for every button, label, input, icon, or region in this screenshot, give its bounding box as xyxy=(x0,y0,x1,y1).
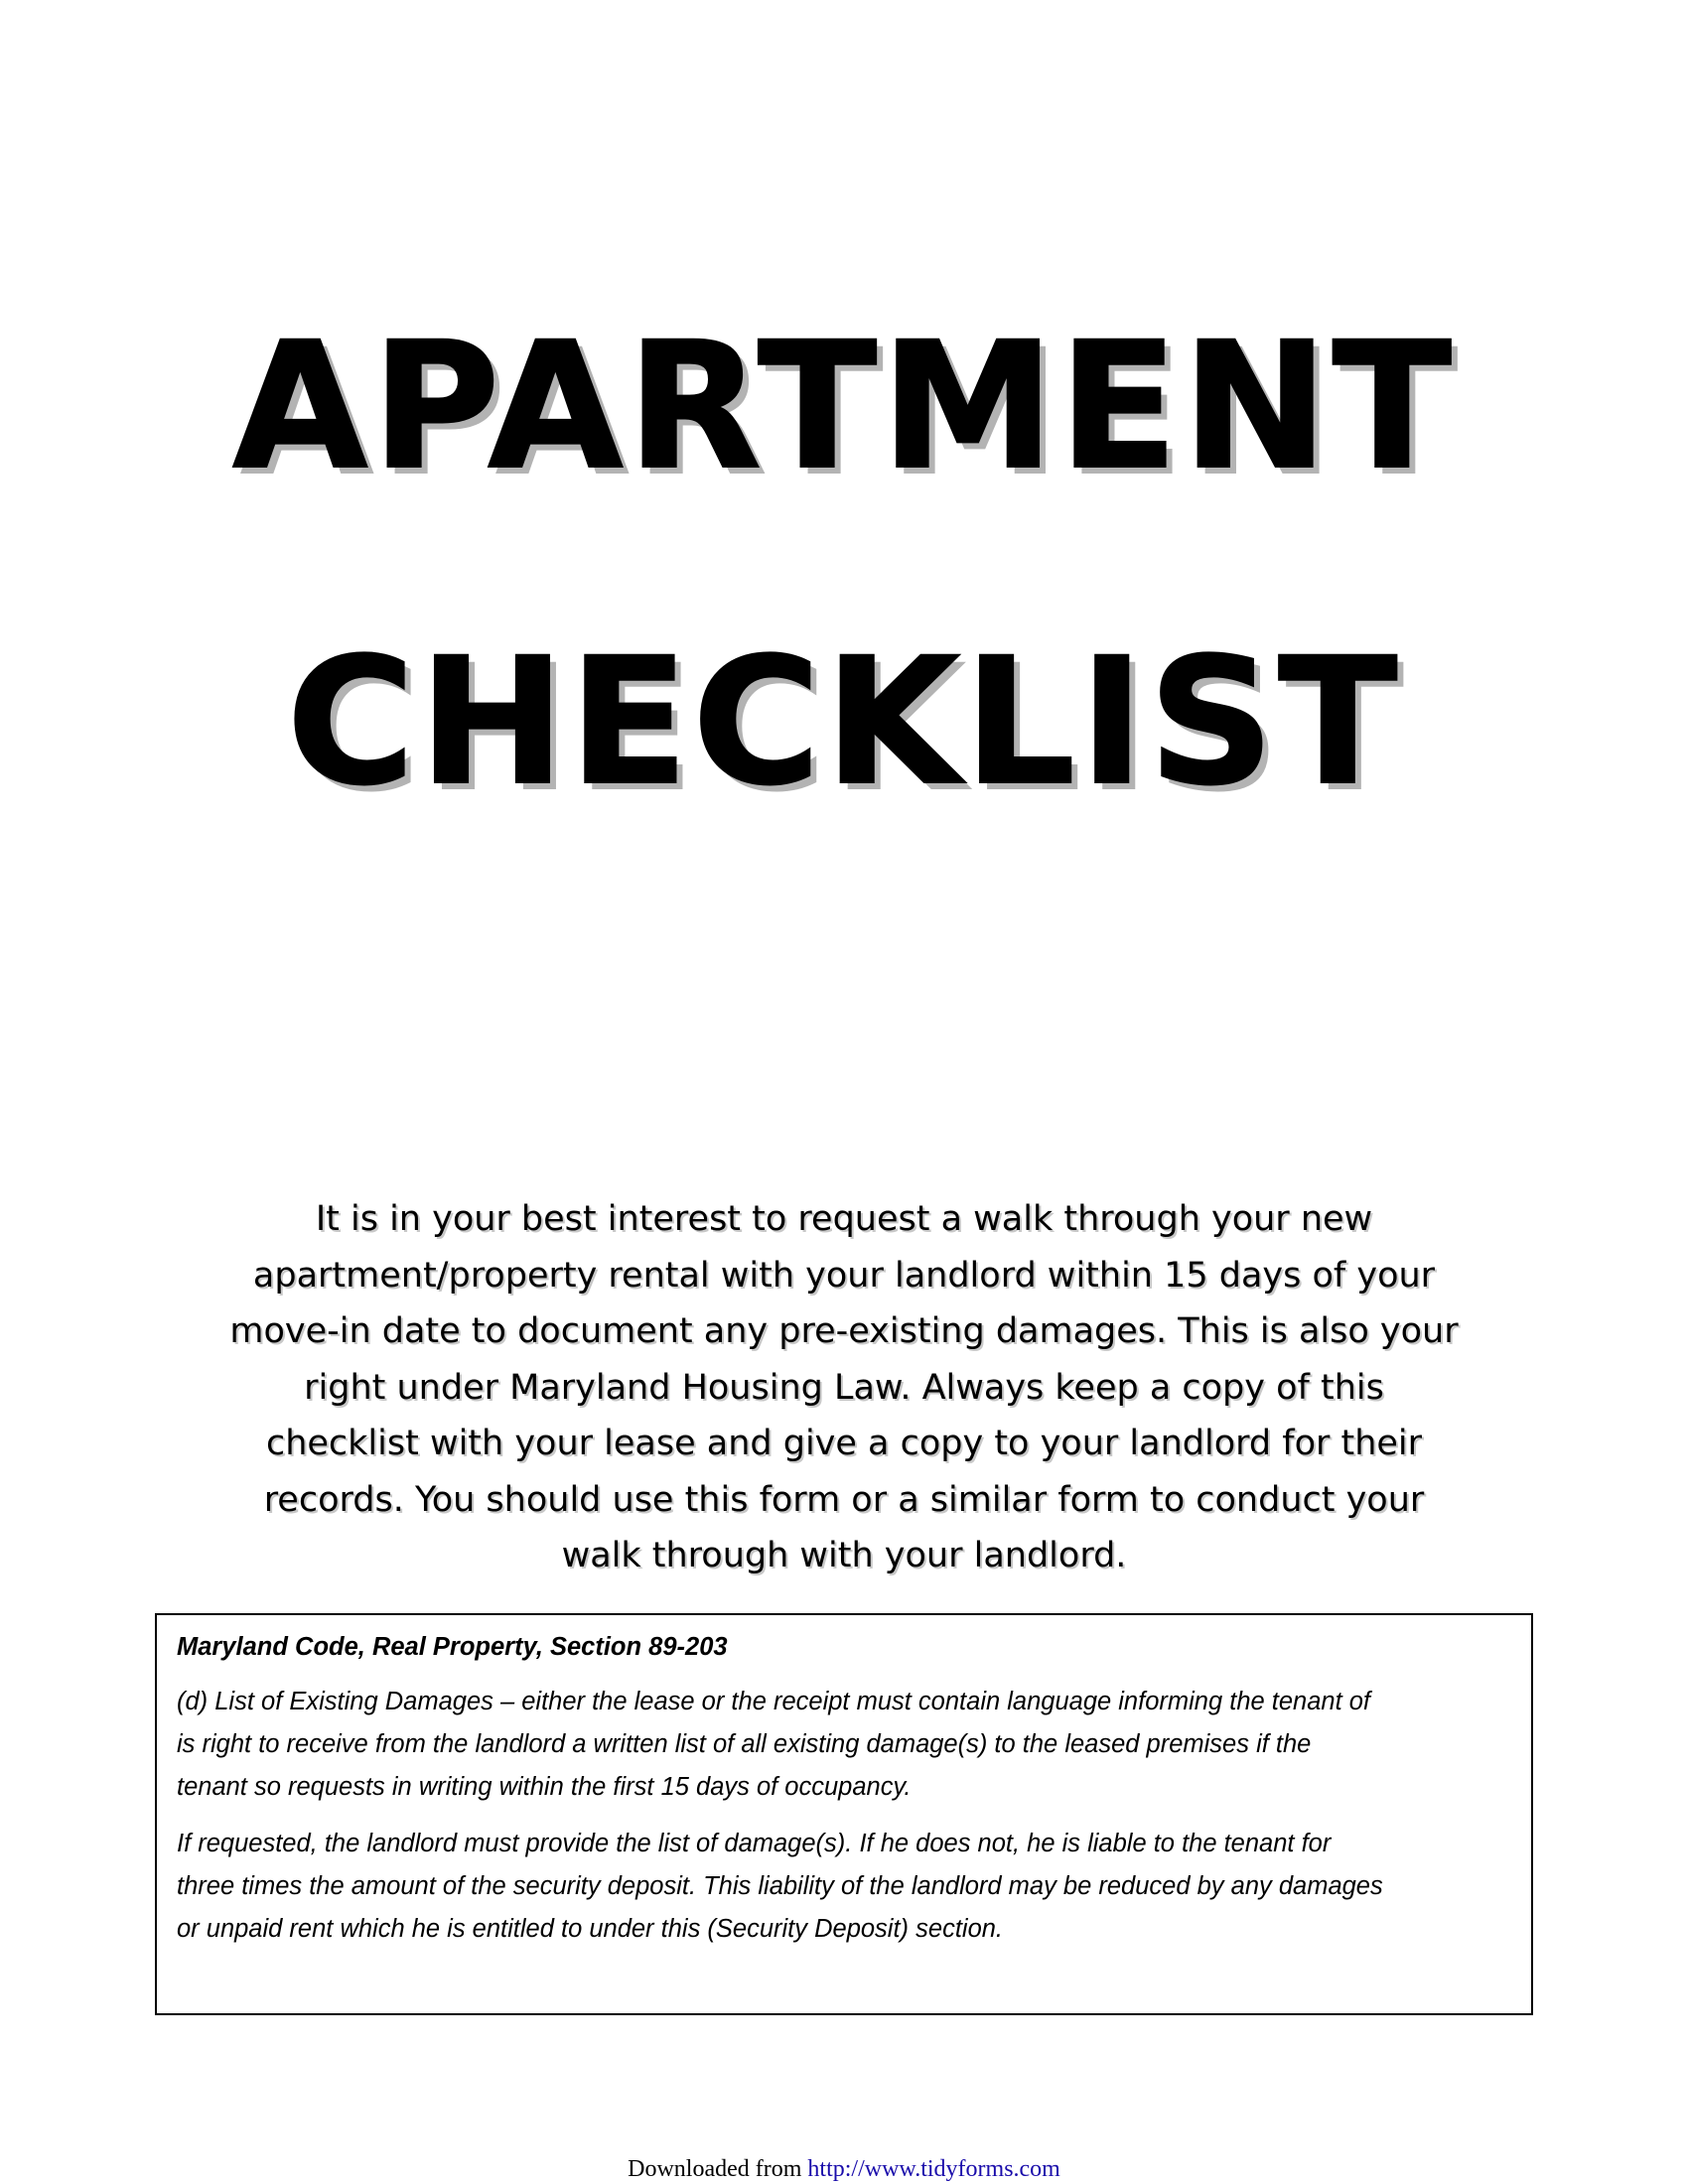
intro-paragraph xyxy=(149,1191,1539,1584)
intro-line: records. You should use this form or a similar form to conduct your xyxy=(263,1479,1425,1520)
intro-line: It is in your best interest to request a walk through your new xyxy=(315,1199,1373,1239)
intro-line: move-in date to document any pre-existing damages. This is also your xyxy=(229,1311,1459,1351)
law-line: If requested, the landlord must provide the list of damage(s). If he does not, he is liable to the tenant for xyxy=(177,1830,1332,1857)
intro-line: walk through with your landlord. xyxy=(561,1536,1127,1575)
footer-link[interactable]: http://www.tidyforms.com xyxy=(807,2156,1060,2182)
intro-line: checklist with your lease and give a copy to your landlord for their xyxy=(265,1424,1423,1463)
download-footer xyxy=(0,2154,1688,2184)
law-paragraph-existing-damages xyxy=(177,1681,1507,1809)
footer-prefix: Downloaded from xyxy=(628,2156,808,2182)
law-line: is right to receive from the landlord a written list of all existing damage(s) to the leased premises if the xyxy=(177,1730,1312,1758)
intro-line: apartment/property rental with your landlord within 15 days of your xyxy=(252,1255,1436,1296)
title-checklist: CHECKLIST xyxy=(286,620,1402,824)
intro-line: right under Maryland Housing Law. Always keep a copy of this xyxy=(304,1367,1384,1408)
law-paragraph-liability xyxy=(177,1823,1507,1951)
law-line: three times the amount of the security deposit. This liability of the landlord may be reduced by any damages xyxy=(177,1872,1383,1900)
law-heading: Maryland Code, Real Property, Section 89-203 xyxy=(177,1633,728,1661)
law-citation-box xyxy=(155,1613,1533,2015)
title-apartment: APARTMENT xyxy=(232,305,1456,508)
law-line: tenant so requests in writing within the first 15 days of occupancy. xyxy=(177,1773,912,1801)
law-line: (d) List of Existing Damages – either the lease or the receipt must contain language informing the tenant of xyxy=(177,1688,1371,1715)
law-line: or unpaid rent which he is entitled to under this (Security Deposit) section. xyxy=(177,1915,1004,1943)
